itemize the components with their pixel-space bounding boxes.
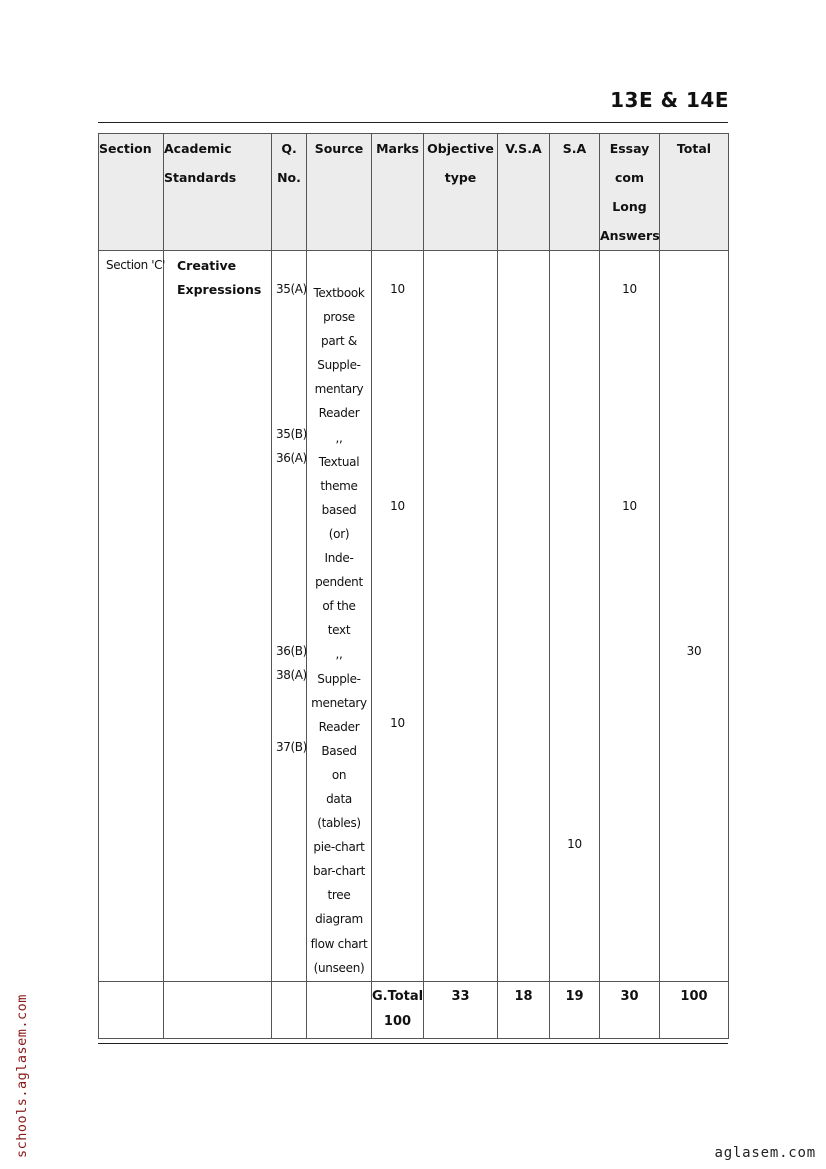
header-source: Source — [307, 134, 372, 251]
header-q-no: Q. No. — [272, 134, 307, 251]
source-line: based — [321, 502, 357, 517]
footer-watermark: aglasem.com — [714, 1145, 816, 1161]
cell-q-no — [272, 251, 307, 982]
header-academic-standards: Academic Standards — [164, 134, 272, 251]
question-number: 37(B) — [276, 740, 307, 754]
source-line: diagram — [315, 912, 363, 927]
total-value: 30 — [686, 644, 702, 658]
header-marks: Marks — [372, 134, 424, 251]
source-line: flow chart — [310, 936, 368, 951]
source-line: bar-chart — [313, 864, 365, 879]
cell-empty — [272, 982, 307, 1039]
bottom-rule — [98, 1043, 728, 1044]
question-number: 35(A) — [276, 282, 307, 296]
source-line: menetary — [311, 695, 367, 710]
table-row — [99, 251, 729, 982]
academic-standard-line: Creative — [177, 258, 237, 273]
source-line: text — [327, 623, 351, 638]
grand-total-essay: 30 — [600, 982, 660, 1039]
source-line: part & — [321, 334, 357, 349]
header-section: Section — [99, 134, 164, 251]
essay-value: 10 — [622, 499, 637, 513]
source-line: on — [331, 767, 347, 782]
source-line: Supple- — [317, 671, 361, 686]
question-number: 36(A) — [276, 451, 307, 465]
header-essay: Essay com Long Answers — [600, 134, 660, 251]
source-line: Based — [321, 743, 357, 758]
question-number: 38(A) — [276, 668, 307, 682]
source-line: Textual — [318, 454, 360, 469]
cell-source — [307, 251, 372, 982]
document-code: 13E & 14E — [610, 88, 729, 112]
source-line: data — [326, 791, 352, 806]
source-line: Supple- — [317, 358, 361, 373]
cell-section — [99, 251, 164, 982]
grand-total-total: 100 — [660, 982, 729, 1039]
marks-distribution-table — [98, 133, 729, 1039]
marks-value: 10 — [390, 716, 405, 730]
source-line: Inde- — [324, 551, 354, 566]
marks-value: 10 — [390, 499, 405, 513]
section-label: Section 'C' — [106, 258, 165, 272]
cell-total — [660, 251, 729, 982]
source-line: theme — [320, 478, 358, 493]
source-line: ,, — [335, 430, 343, 445]
header-sa: S.A — [550, 134, 600, 251]
grand-total-row — [99, 982, 729, 1039]
question-number: 36(B) — [276, 644, 307, 658]
source-line: mentary — [314, 382, 364, 397]
source-line: of the — [322, 599, 356, 614]
header-total: Total — [660, 134, 729, 251]
header-vsa: V.S.A — [498, 134, 550, 251]
cell-essay — [600, 251, 660, 982]
side-watermark: schools.aglasem.com — [14, 994, 30, 1158]
source-line: ,, — [335, 647, 343, 662]
grand-total-vsa: 18 — [498, 982, 550, 1039]
cell-marks — [372, 251, 424, 982]
source-line: (unseen) — [313, 960, 365, 975]
header-objective: Objective type — [424, 134, 498, 251]
source-line: (tables) — [317, 816, 361, 831]
cell-objective — [424, 251, 498, 982]
source-line: pie-chart — [313, 840, 365, 855]
sa-value: 10 — [567, 837, 582, 851]
grand-total-objective: 33 — [424, 982, 498, 1039]
cell-academic-standards — [164, 251, 272, 982]
cell-empty — [307, 982, 372, 1039]
source-line: pendent — [315, 575, 363, 590]
grand-total-sa: 19 — [550, 982, 600, 1039]
grand-total-label: G.Total 100 — [372, 982, 424, 1039]
source-line: Reader — [318, 719, 360, 734]
essay-value: 10 — [622, 282, 637, 296]
source-description — [307, 281, 371, 980]
source-line: Textbook — [313, 286, 365, 300]
source-line: (or) — [328, 526, 350, 541]
source-line: Reader — [318, 406, 360, 421]
cell-empty — [164, 982, 272, 1039]
academic-standard-line: Expressions — [177, 282, 262, 297]
marks-value: 10 — [390, 282, 405, 296]
question-number: 35(B) — [276, 427, 307, 441]
source-line: tree — [327, 888, 351, 903]
table-header-row — [99, 134, 729, 251]
cell-vsa — [498, 251, 550, 982]
cell-empty — [99, 982, 164, 1039]
source-line: prose — [323, 310, 355, 325]
top-rule — [98, 122, 728, 123]
cell-sa — [550, 251, 600, 982]
